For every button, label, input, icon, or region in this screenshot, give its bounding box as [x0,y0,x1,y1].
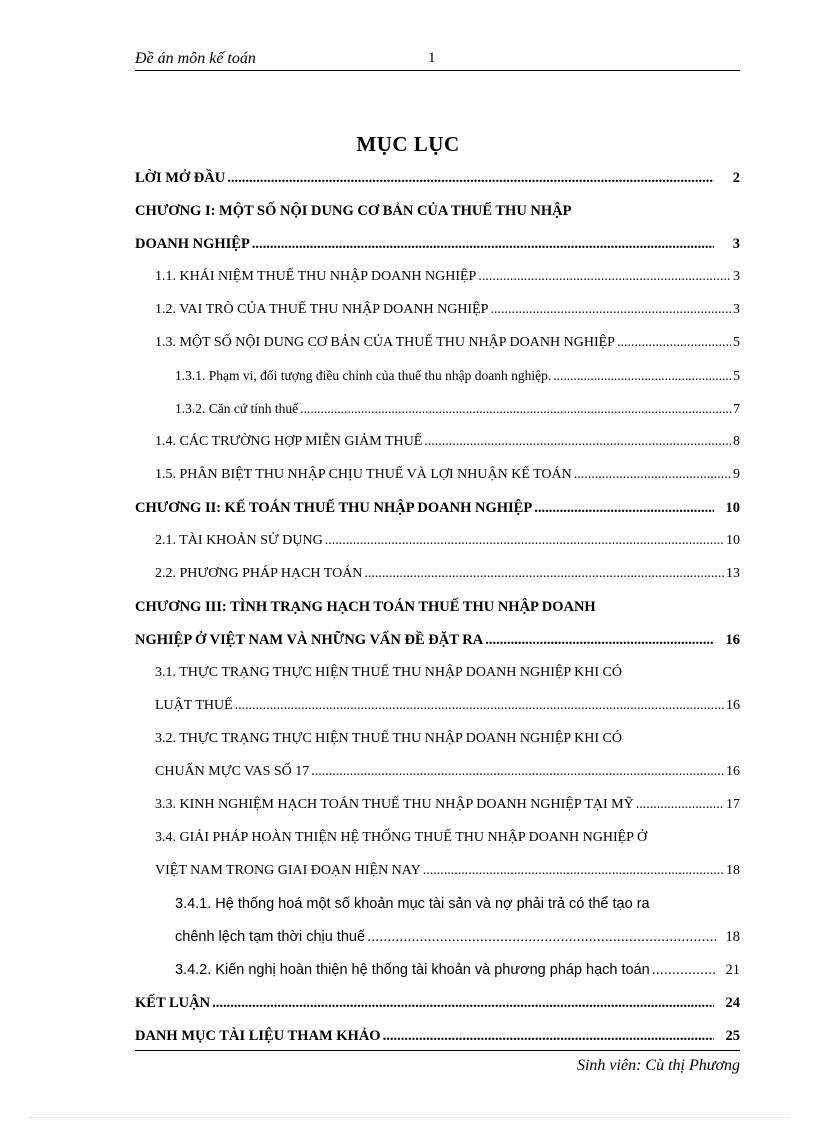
toc-entry-page: 3 [733,302,740,317]
header-page-number: 1 [428,50,436,66]
toc-entry-3-2-line2[interactable] [135,758,740,791]
page-bottom-divider [30,1117,790,1118]
toc-entry-label: 1.2. VAI TRÒ CỦA THUẾ THU NHẬP DOANH NGHIỆP [155,302,489,317]
toc-entry-label: CHƯƠNG I: MỘT SỐ NỘI DUNG CƠ BẢN CỦA THUẾ THU NHẬP [135,203,572,219]
toc-leader [300,401,731,417]
toc-leader [252,236,714,253]
toc-leader [235,698,724,714]
toc-title: MỤC LỤC [356,132,460,156]
toc-entry-label: LUẬT THUẾ [155,698,233,713]
toc-entry-conclusion[interactable] [135,989,740,1022]
toc-entry-label: CHƯƠNG II: KẾ TOÁN THUẾ THU NHẬP DOANH NGHIỆP [135,500,533,516]
header-subject: Đề án môn kế toán [135,50,256,67]
toc-entry-1-3[interactable] [135,329,740,362]
toc-entry-label: CHUẨN MỰC VAS SỐ 17 [155,764,310,779]
toc-entry-1-2[interactable] [135,296,740,329]
toc-entry-label: 2.1. TÀI KHOẢN SỬ DỤNG [155,533,323,548]
toc-entry-chapter-1-line1[interactable] [135,197,740,230]
toc-leader [534,500,714,517]
toc-entry-1-5[interactable] [135,461,740,494]
toc-entry-page: 25 [725,1028,740,1044]
toc-leader [423,863,724,879]
toc-entry-3-4-line1[interactable] [135,824,740,857]
toc-entry-page: 18 [725,929,740,945]
toc-entry-page: 18 [726,863,740,878]
toc-entry-label: 3.3. KINH NGHIỆM HẠCH TOÁN THUẾ THU NHẬP DOANH NGHIỆP TẠI MỸ [155,797,634,812]
toc-leader [553,368,731,384]
toc-entry-label: DANH MỤC TÀI LIỆU THAM KHẢO [135,1028,381,1044]
toc-entry-page: 9 [733,467,740,482]
toc-leader [490,302,731,318]
toc-leader [364,566,724,582]
toc-entry-3-4-1-line1[interactable] [135,890,740,923]
toc-leader [574,467,731,483]
toc-entry-page: 17 [726,797,740,812]
toc-entry-2-2[interactable] [135,560,740,593]
toc-entry-page: 3 [733,269,740,284]
toc-leader [212,995,714,1012]
toc-entry-page: 5 [733,335,740,350]
toc-entry-label: CHƯƠNG III: TÌNH TRẠNG HẠCH TOÁN THUẾ THU NHẬP DOANH [135,599,596,615]
toc-entry-label: 1.4. CÁC TRƯỜNG HỢP MIỄN GIẢM THUẾ [155,434,423,449]
toc-entry-label: 1.3.2. Căn cứ tính thuế [175,401,299,416]
toc-entry-page: 2 [732,170,740,186]
toc-entry-page: 16 [725,632,740,648]
toc-entry-1-4[interactable] [135,428,740,461]
toc-entry-label: 1.3. MỘT SỐ NỘI DUNG CƠ BẢN CỦA THUẾ THU NHẬP DOANH NGHIỆP [155,335,615,350]
toc-entry-chapter-3-line1[interactable] [135,593,740,626]
toc-entry-page: 13 [726,566,740,581]
toc-leader [311,764,724,780]
toc-entry-label: 2.2. PHƯƠNG PHÁP HẠCH TOÁN [155,566,363,581]
toc-entry-1-1[interactable] [135,263,740,296]
toc-entry-label: KẾT LUẬN [135,995,211,1011]
toc-entry-3-1-line2[interactable] [135,692,740,725]
toc-leader [383,1028,714,1045]
toc-entry-label: VIỆT NAM TRONG GIAI ĐOẠN HIỆN NAY [155,863,421,878]
toc-entry-page: 10 [725,500,740,516]
toc-entry-chapter-2[interactable] [135,494,740,527]
toc-entry-2-1[interactable] [135,527,740,560]
toc-leader [617,335,731,351]
toc-leader [424,434,731,450]
toc-entry-3-4-1-line2[interactable] [135,923,740,956]
toc-entry-page: 24 [725,995,740,1011]
toc-leader [367,929,716,945]
toc-leader [636,797,724,813]
toc-entry-label: DOANH NGHIỆP [135,236,250,252]
toc-entry-3-4-line2[interactable] [135,857,740,890]
page-footer [135,1050,740,1074]
toc-entry-intro[interactable] [135,164,740,197]
page-header [135,48,740,71]
toc-entry-page: 5 [733,368,740,383]
toc-leader [227,170,714,187]
toc-entry-page: 21 [725,962,740,978]
toc-leader [478,269,731,285]
toc-entry-label: LỜI MỞ ĐẦU [135,170,226,186]
toc-entry-label: 3.4. GIẢI PHÁP HOÀN THIỆN HỆ THỐNG THUẾ THU NHẬP DOANH NGHIỆP Ở [155,830,648,845]
toc-entry-page: 8 [733,434,740,449]
toc-entry-label: 1.5. PHÂN BIỆT THU NHẬP CHỊU THUẾ VÀ LỢI NHUẬN KẾ TOÁN [155,467,572,482]
toc-leader [325,533,724,549]
footer-student-name: Sinh viên: Cù thị Phương [576,1057,740,1074]
toc-leader [485,632,714,649]
toc-entry-chapter-3-line2[interactable] [135,626,740,659]
toc-entry-label: 3.4.2. Kiến nghị hoàn thiện hệ thống tài khoản và phương pháp hạch toán [175,962,650,978]
toc-entry-3-3[interactable] [135,791,740,824]
toc-entry-page: 3 [732,236,740,252]
toc-entry-label: 3.1. THỰC TRẠNG THỰC HIỆN THUẾ THU NHẬP DOANH NGHIỆP KHI CÓ [155,665,623,680]
toc-entry-label: 3.4.1. Hệ thống hoá một số khoản mục tài sản và nợ phải trả có thể tạo ra [175,896,650,912]
toc-entry-page: 16 [726,698,740,713]
toc-entry-label: chênh lệch tạm thời chịu thuế [175,929,366,945]
table-of-contents [135,164,740,1055]
toc-entry-label: 1.3.1. Phạm vi, đối tượng điều chỉnh của thuế thu nhập doanh nghiệp. [175,368,552,383]
toc-entry-page: 10 [726,533,740,548]
toc-entry-page: 16 [726,764,740,779]
toc-leader [652,962,716,978]
toc-entry-label: 3.2. THỰC TRẠNG THỰC HIỆN THUẾ THU NHẬP DOANH NGHIỆP KHI CÓ [155,731,623,746]
toc-entry-chapter-1-line2[interactable] [135,230,740,263]
toc-entry-3-4-2[interactable] [135,956,740,989]
toc-entry-1-3-1[interactable] [135,362,740,395]
toc-entry-3-2-line1[interactable] [135,725,740,758]
toc-entry-label: 1.1. KHÁI NIỆM THUẾ THU NHẬP DOANH NGHIỆP [155,269,477,284]
toc-entry-page: 7 [733,401,740,416]
toc-entry-3-1-line1[interactable] [135,659,740,692]
toc-entry-1-3-2[interactable] [135,395,740,428]
toc-entry-label: NGHIỆP Ở VIỆT NAM VÀ NHỮNG VẤN ĐỀ ĐẶT RA [135,632,484,648]
